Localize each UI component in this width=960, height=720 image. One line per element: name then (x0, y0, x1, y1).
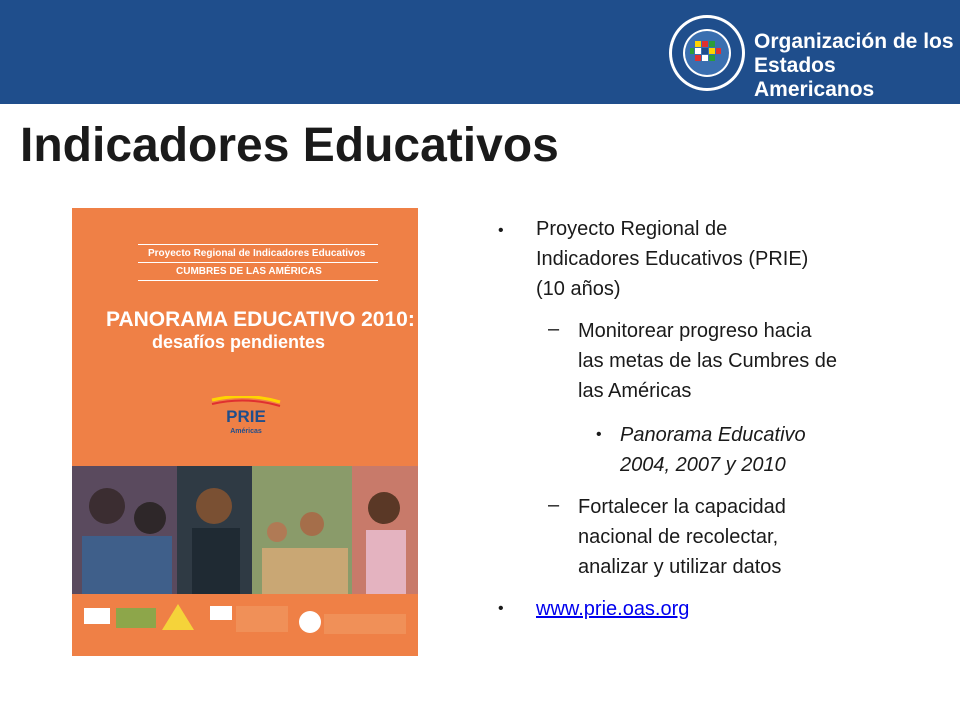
bullet-dot: • (596, 426, 602, 443)
org-name (754, 30, 960, 102)
sub-bullet-fortalecer (578, 492, 786, 582)
bullet-line: analizar y utilizar datos (578, 556, 782, 578)
cover-line1: Proyecto Regional de Indicadores Educativos (148, 248, 366, 259)
sub-bullet-monitorear (578, 316, 837, 406)
prie-logo-sub: Américas (230, 428, 262, 435)
bullet-line: las Américas (578, 380, 692, 402)
dash-marker: – (548, 318, 560, 340)
bullet-item-prie (536, 214, 808, 304)
bullet-line: Indicadores Educativos (PRIE) (536, 248, 809, 270)
prie-logo-text: PRIE (226, 407, 266, 426)
bullet-dot: • (498, 222, 504, 239)
prie-website-link[interactable]: www.prie.oas.org (536, 598, 690, 620)
cover-title: PANORAMA EDUCATIVO 2010: (106, 308, 415, 331)
cover-rule-mid (138, 262, 378, 263)
bullet-dot: • (498, 600, 504, 617)
cover-rule-top (138, 244, 378, 245)
report-cover-image (72, 208, 418, 656)
org-name-line2: Estados Americanos (754, 54, 875, 101)
page-title: Indicadores Educativos (20, 119, 559, 172)
prie-logo-icon (206, 396, 286, 436)
bullet-line: Monitorear progreso hacia (578, 320, 812, 342)
oas-seal-icon (668, 14, 746, 92)
header-band (0, 0, 960, 104)
bullet-line: Proyecto Regional de (536, 218, 728, 240)
bullet-line: nacional de recolectar, (578, 526, 779, 548)
bullet-line: (10 años) (536, 278, 621, 300)
bullet-line: Fortalecer la capacidad (578, 496, 786, 518)
sub-sub-bullet-panorama (620, 420, 806, 480)
dash-marker: – (548, 494, 560, 516)
bullet-line: las metas de las Cumbres de (578, 350, 838, 372)
bullet-line: 2004, 2007 y 2010 (620, 454, 786, 476)
bullet-line: Panorama Educativo (620, 424, 806, 446)
cover-photo-strip (72, 466, 418, 594)
cover-rule-bottom (138, 280, 378, 281)
cover-partner-logos (72, 594, 418, 656)
org-name-line1: Organización de los (754, 30, 954, 53)
cover-line2: CUMBRES DE LAS AMÉRICAS (176, 266, 322, 277)
cover-subtitle: desafíos pendientes (152, 332, 326, 352)
